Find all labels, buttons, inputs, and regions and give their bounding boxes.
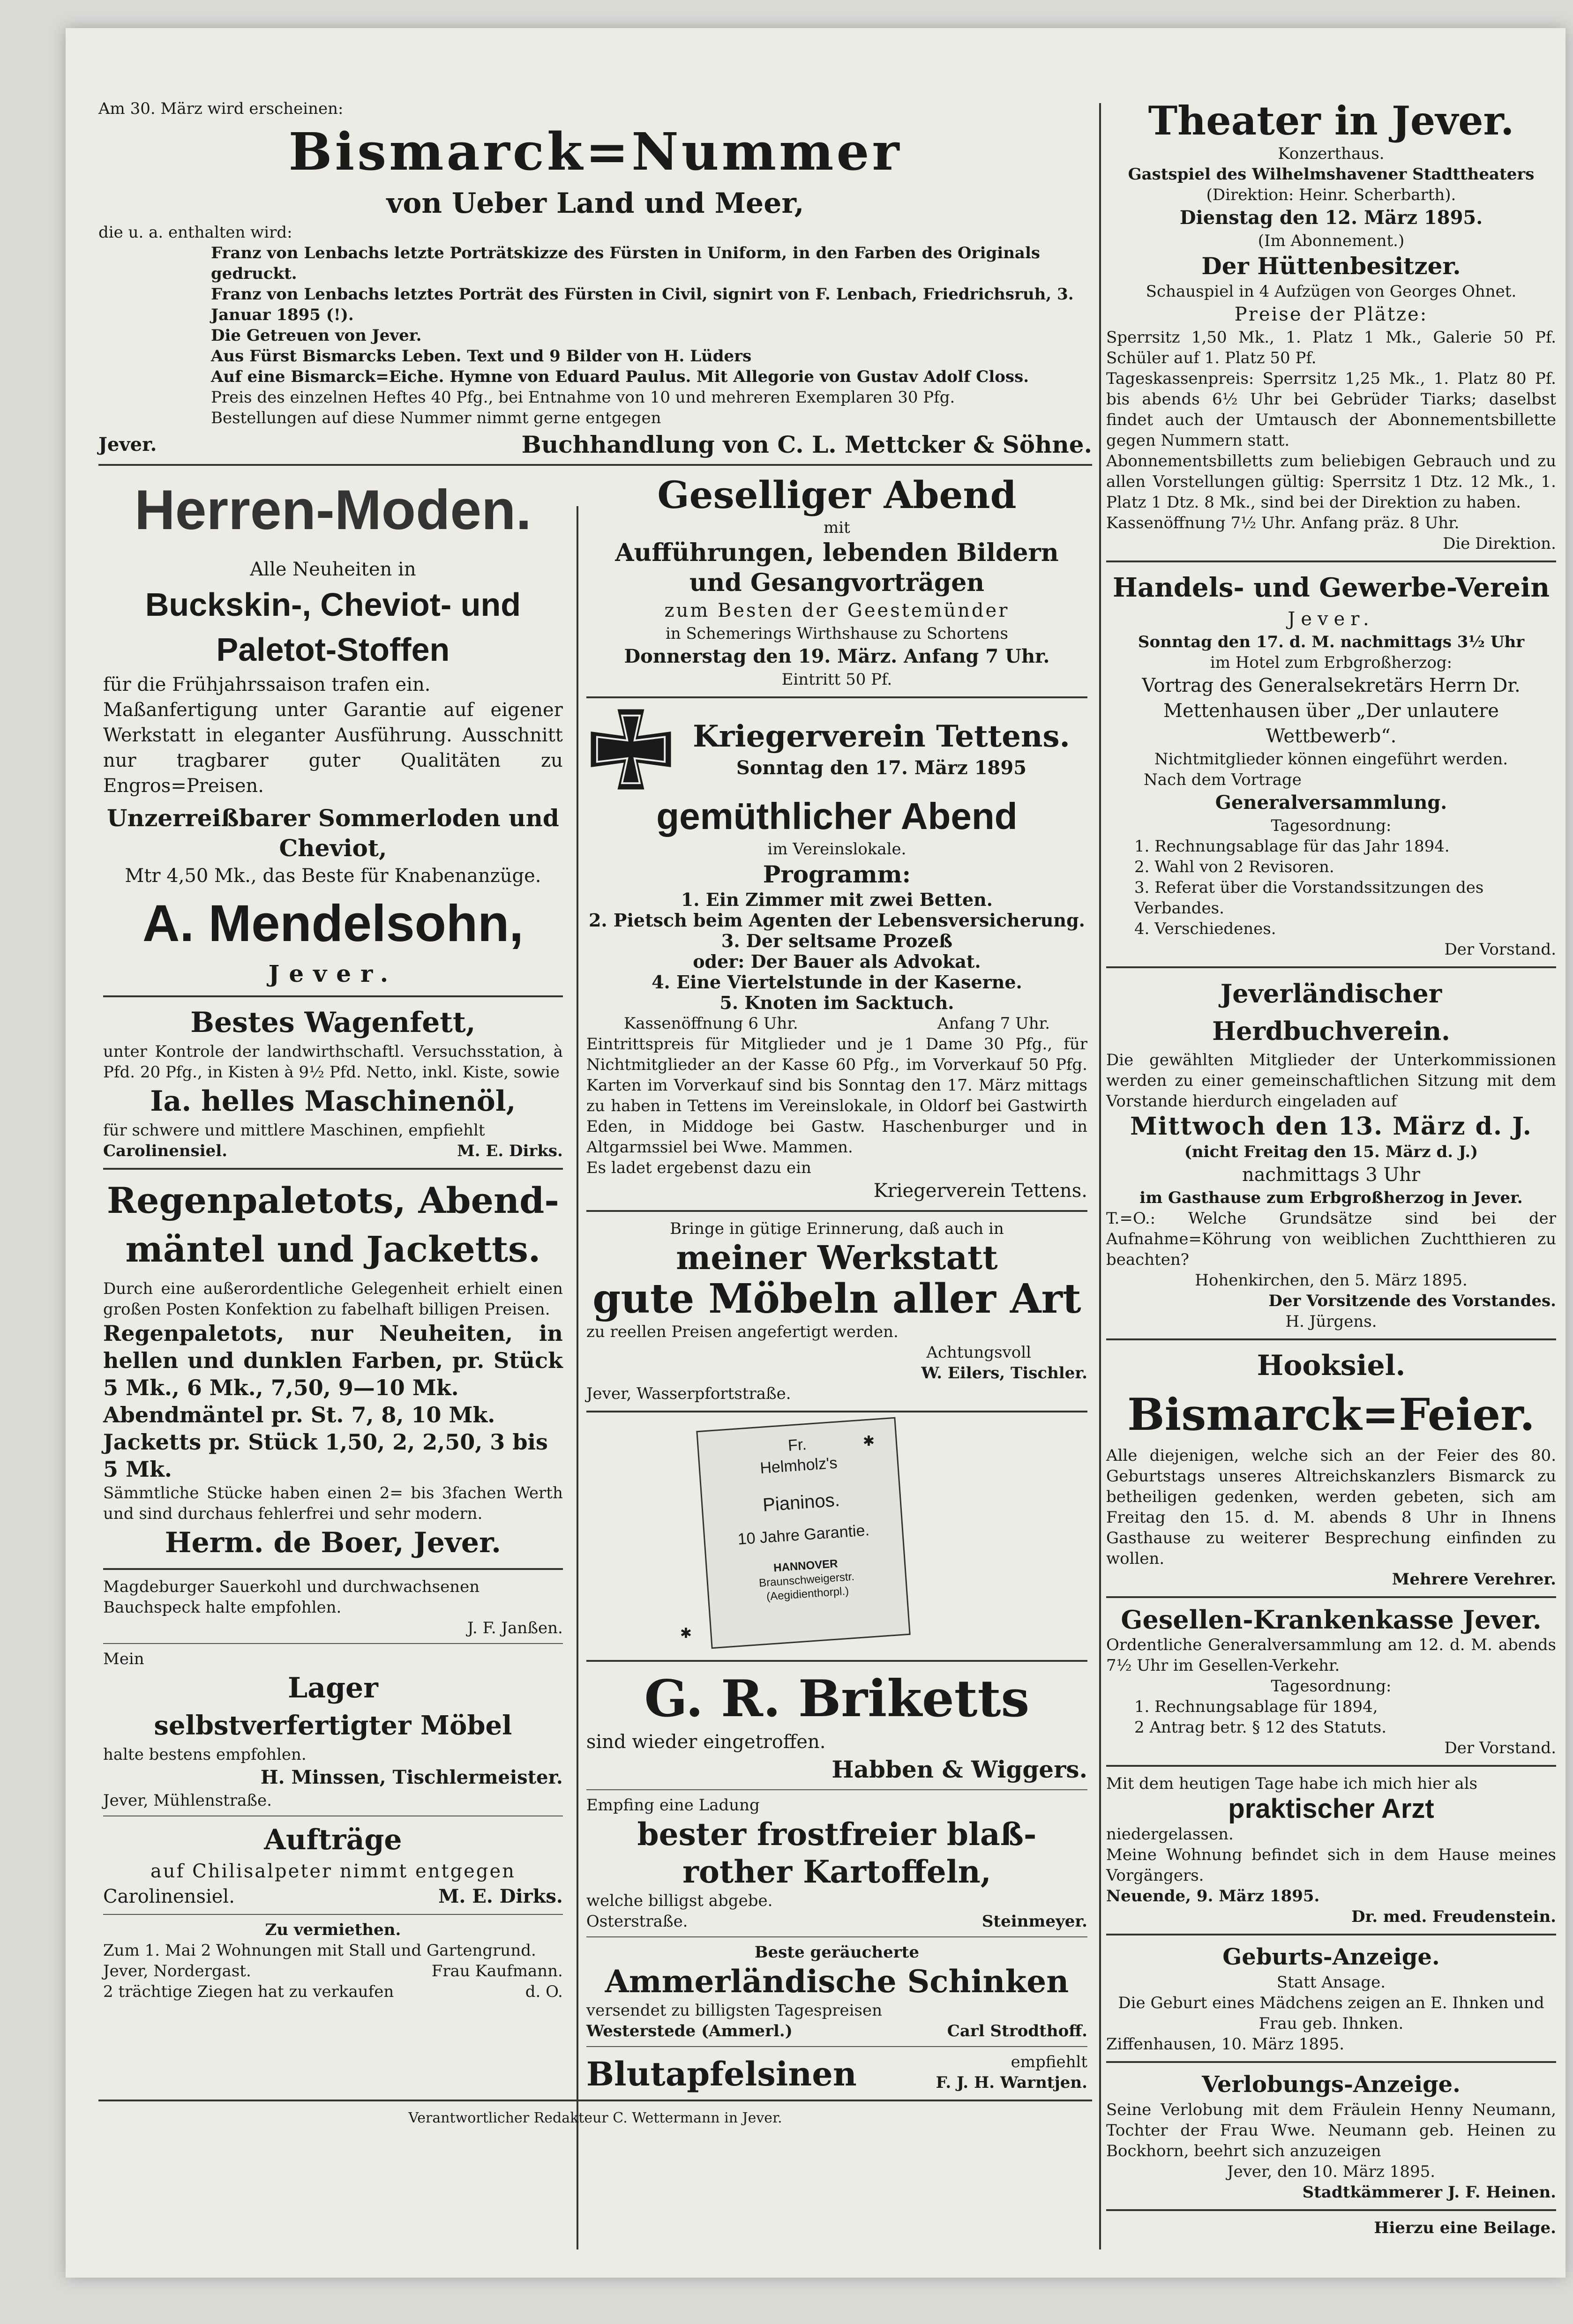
bismarck-ad <box>98 98 1092 457</box>
briketts-firm: Habben & Wiggers. <box>831 1756 1087 1783</box>
piano-fr: Fr. <box>787 1435 807 1455</box>
moebel-title: Lager <box>288 1672 378 1704</box>
wagenfett-title: Bestes Wagenfett, <box>190 1006 476 1039</box>
regen-l2: Abendmäntel pr. St. 7, 8, 10 Mk. <box>103 1402 495 1427</box>
bismarck-item: Franz von Lenbachs letztes Porträt des Fürsten in Civil, signirt von F. Lenbach, Friedrichsruh, 3. Januar 1895 (!). <box>211 285 1074 324</box>
handel-place: Jever. <box>1288 608 1375 630</box>
piano-gar: 10 Jahre Garantie. <box>737 1521 870 1548</box>
auftraege-text: auf Chilisalpeter nimmt entgegen <box>150 1861 516 1882</box>
theater-p2: Tageskassenpreis: Sperrsitz 1,25 Mk., 1. Platz 80 Pf. bis abends 6½ Uhr bei Gebrüder Tiarks; daselbst findet auch der Umtausch der Abonnementsbillette gegen Nummern statt. <box>1106 369 1556 450</box>
bismarck-contains: die u. a. enthalten wird: <box>98 223 292 242</box>
handel-item: 4. Verschiedenes. <box>1134 919 1276 938</box>
gesellig-mit: mit <box>824 518 850 537</box>
sauerkohl-text: Magdeburger Sauerkohl und durchwachsenen Bauchspeck halte empfohlen. <box>103 1577 480 1617</box>
schinken-firm: Carl Strodthoff. <box>947 2022 1087 2040</box>
divider <box>103 1914 563 1915</box>
divider <box>586 2046 1087 2047</box>
divider <box>586 1789 1087 1790</box>
gesellen-title: Gesellen-Krankenkasse Jever. <box>1121 1605 1542 1635</box>
handel-item: 1. Rechnungsablage für das Jahr 1894. <box>1134 837 1450 856</box>
bismarck-orders: Bestellungen auf diese Nummer nimmt gerne entgegen <box>211 409 661 427</box>
moebel-text: halte bestens empfohlen. <box>103 1745 307 1764</box>
werkstatt-greet: Achtungsvoll <box>926 1343 1031 1362</box>
schinken-title: Ammerländische Schinken <box>605 1963 1069 2000</box>
auftraege-title: Aufträge <box>264 1823 402 1856</box>
theater-preise: Preise der Plätze: <box>1234 304 1428 325</box>
werkstatt-title: meiner Werkstatt <box>676 1238 998 1277</box>
divider <box>1106 966 1556 968</box>
herren-l2: Buckskin-, Cheviot- und <box>145 586 521 623</box>
werkstatt-title2: gute Möbeln aller Art <box>592 1275 1081 1323</box>
gesellig-l5: Eintritt 50 Pf. <box>781 670 892 689</box>
sub-columns <box>98 472 1092 2093</box>
handel-gv: Generalversammlung. <box>1215 792 1447 814</box>
herren-place: Jever. <box>268 960 398 987</box>
handel-vortrag: Vortrag des Generalsekretärs Herrn Dr. Mettenhausen über „Der unlautere Wettbewerb“. <box>1142 675 1521 747</box>
divider <box>586 1660 1087 1662</box>
geburt-title: Geburts-Anzeige. <box>1222 1944 1440 1970</box>
wagenfett-text2: für schwere und mittlere Maschinen, empfiehlt <box>103 1121 485 1140</box>
verlobung-title: Verlobungs-Anzeige. <box>1202 2071 1461 2098</box>
geburt-place: Ziffenhausen, 10. März 1895. <box>1106 2035 1345 2054</box>
left-area <box>98 98 1092 2129</box>
geburt-text: Die Geburt eines Mädchens zeigen an E. Ihnken und Frau geb. Ihnken. <box>1118 1994 1544 2033</box>
herren-l4: für die Frühjahrssaison trafen ein. <box>103 674 431 695</box>
bismarck-subtitle: von Ueber Land und Meer, <box>386 187 804 220</box>
kartoffeln-text: welche billigst abgebe. <box>586 1891 773 1910</box>
column-2 <box>568 472 1092 2093</box>
divider <box>1106 560 1556 562</box>
verlobung-text: Seine Verlobung mit dem Fräulein Henny Neumann, Tochter der Frau Wwe. Neumann geb. Heinen zu Bockhorn, beehrt sich anzuzeigen <box>1106 2100 1556 2160</box>
herdbuch-to: T.=O.: Welche Grundsätze sind bei der Aufnahme=Köhrung von weiblichen Zuchtthieren zu beachten? <box>1106 1209 1556 1269</box>
verlobung-sign: Stadtkämmerer J. F. Heinen. <box>1302 2183 1556 2202</box>
theater-gast: Gastspiel des Wilhelmshavener Stadttheaters <box>1128 165 1535 184</box>
divider <box>1106 1596 1556 1598</box>
divider <box>586 1936 1087 1937</box>
gesellen-item: 1. Rechnungsablage für 1894, <box>1134 1697 1378 1716</box>
herdbuch-title: Jeverländischer Herdbuchverein. <box>1212 979 1450 1046</box>
gesellen-sign: Der Vorstand. <box>1444 1739 1556 1757</box>
krieger-sign: Kriegerverein Tettens. <box>873 1180 1087 1202</box>
gesellig-l4: Donnerstag den 19. März. Anfang 7 Uhr. <box>624 645 1050 667</box>
star-icon: ✱ <box>862 1433 875 1450</box>
briketts-text: sind wieder eingetroffen. <box>586 1731 826 1753</box>
auftraege-place: Carolinensiel. <box>103 1886 235 1907</box>
moebel-l0: Mein <box>103 1650 144 1668</box>
werkstatt-place: Jever, Wasserpfortstraße. <box>586 1384 791 1403</box>
hooksiel-sign: Mehrere Verehrer. <box>1392 1570 1556 1589</box>
piano-name: Helmholz's <box>759 1454 838 1478</box>
vermieten-firm: Frau Kaufmann. <box>431 1962 563 1980</box>
theater-house: Konzerthaus. <box>1278 144 1385 163</box>
arzt-place: Neuende, 9. März 1895. <box>1106 1887 1320 1906</box>
theater-p3: Abonnementsbilletts zum beliebigen Gebrauch und zu allen Vorstellungen gültig: Sperrsitz 1 Dtz. 12 Mk., 1. Platz 1 Dtz. 8 Mk., sind bei der Direktion zu haben. <box>1106 452 1556 512</box>
kartoffeln-l0: Empfing eine Ladung <box>586 1796 760 1815</box>
bismarck-shop: Buchhandlung von C. L. Mettcker & Söhne. <box>521 431 1092 458</box>
moebel-firm: H. Minssen, Tischlermeister. <box>260 1766 563 1788</box>
bismarck-item: Franz von Lenbachs letzte Porträtskizze des Fürsten in Uniform, in den Farben des Originals gedruckt. <box>211 244 1040 283</box>
krieger-text: Eintrittspreis für Mitglieder und je 1 Dame 30 Pfg., für Nichtmitglieder an der Kasse 60 Pfg., im Vorverkauf 50 Pfg. Karten im Vorverkauf sind bis Sonntag den 17. März mittags zu haben in Tettens im Vereinslokale, in Oldorf bei Gastwirth Eden, in Middoge bei Gastw. Haschenburger und in Altgarmssiel bei Wwe. Mammen. <box>586 1035 1087 1157</box>
krieger-item: 3. Der seltsame Prozeß <box>721 930 952 951</box>
column-rule-right <box>1099 103 1101 2249</box>
handel-to: Tagesordnung: <box>1271 816 1392 835</box>
vermieten-firm2: d. O. <box>525 1982 563 2001</box>
krieger-abend: gemüthlicher Abend <box>656 795 1018 837</box>
gesellig-l2: zum Besten der Geestemünder <box>664 600 1010 621</box>
gesellig-title: Geselliger Abend <box>657 473 1017 517</box>
herdbuch-not: (nicht Freitag den 15. März d. J.) <box>1184 1143 1478 1161</box>
handel-guests: Nichtmitglieder können eingeführt werden. <box>1154 750 1508 769</box>
apfel-title: Blutapfelsinen <box>586 2055 857 2093</box>
hooksiel-title2: Bismarck=Feier. <box>1127 1389 1535 1441</box>
krieger-kasse: Kassenöffnung 6 Uhr. <box>623 1014 798 1033</box>
piano-ad <box>586 1419 1087 1653</box>
column-3 <box>1106 98 1556 2238</box>
bismarck-item: Die Getreuen von Jever. <box>211 326 422 345</box>
krieger-prog: Programm: <box>763 860 911 888</box>
krieger-item: 5. Knoten im Sacktuch. <box>719 992 954 1013</box>
bismarck-item: Aus Fürst Bismarcks Leben. Text und 9 Bilder von H. Lüders <box>211 347 752 366</box>
handel-item: 2. Wahl von 2 Revisoren. <box>1134 858 1334 876</box>
theater-dir: (Direktion: Heinr. Scherbarth). <box>1206 186 1456 204</box>
divider <box>1106 1934 1556 1935</box>
herdbuch-name: H. Jürgens. <box>1285 1312 1377 1331</box>
arzt-l1: niedergelassen. <box>1106 1825 1234 1844</box>
kartoffeln-firm: Steinmeyer. <box>981 1912 1087 1931</box>
theater-p1: Sperrsitz 1,50 Mk., 1. Platz 1 Mk., Galerie 50 Pf. Schüler auf 1. Platz 50 Pf. <box>1106 328 1556 367</box>
sauerkohl-firm: J. F. Janßen. <box>467 1619 563 1637</box>
herren-firm: A. Mendelsohn, <box>142 895 524 952</box>
wagenfett-title2: Ia. helles Maschinenöl, <box>150 1085 516 1118</box>
divider <box>103 1643 563 1644</box>
piano-item: Pianinos. <box>762 1489 840 1516</box>
wagenfett-firm: M. E. Dirks. <box>457 1142 563 1160</box>
krieger-loc: im Vereinslokale. <box>767 840 906 859</box>
wagenfett-place: Carolinensiel. <box>103 1142 228 1160</box>
gesellen-to: Tagesordnung: <box>1271 1677 1392 1696</box>
werkstatt-firm: W. Eilers, Tischler. <box>921 1364 1087 1382</box>
handel-after: Nach dem Vortrage <box>1144 770 1302 789</box>
verlobung-place: Jever, den 10. März 1895. <box>1227 2162 1436 2181</box>
herdbuch-time: nachmittags 3 Uhr <box>1242 1164 1421 1186</box>
piano-street: Braunschweigerstr. (Aegidienthorpl.) <box>758 1570 855 1603</box>
regen-text: Durch eine außerordentliche Gelegenheit erhielt einen großen Posten Konfektion zu fabelhaft billigen Preisen. <box>103 1279 563 1319</box>
auftraege-firm: M. E. Dirks. <box>438 1885 563 1907</box>
divider <box>586 1210 1087 1212</box>
apfel-firm: F. J. H. Warntjen. <box>936 2073 1087 2092</box>
herren-l5: Maßanfertigung unter Garantie auf eigener Werkstatt in eleganter Ausführung. Ausschnitt nur tragbarer guter Qualitäten zu Engros=Preisen. <box>103 699 563 797</box>
handel-title: Handels- und Gewerbe-Verein <box>1112 572 1550 603</box>
divider <box>98 464 1092 466</box>
schinken-l0: Beste geräucherte <box>754 1943 919 1962</box>
arzt-title: praktischer Arzt <box>1228 1793 1434 1824</box>
wagenfett-text: unter Kontrole der landwirthschaftl. Versuchsstation, à Pfd. 20 Pfg., in Kisten à 9½ Pfd. Netto, inkl. Kiste, sowie <box>103 1042 563 1082</box>
krieger-date: Sonntag den 17. März 1895 <box>736 757 1027 779</box>
herdbuch-text: Die gewählten Mitglieder der Unterkommissionen werden zu einer gemeinschaftlichen Sitzung mit dem Vorstande hierdurch eingeladen auf <box>1106 1051 1556 1111</box>
regen-l4: Sämmtliche Stücke haben einen 2= bis 3fachen Werth und sind durchaus fehlerfrei und sehr modern. <box>103 1484 563 1523</box>
werkstatt-text: zu reellen Preisen angefertigt werden. <box>586 1323 899 1341</box>
regen-title: Regenpaletots, Abend-mäntel und Jacketts. <box>106 1180 559 1270</box>
divider <box>1106 1765 1556 1767</box>
theater-title: Theater in Jever. <box>1148 97 1514 144</box>
redakteur: Verantwortlicher Redakteur C. Wettermann in Jever. <box>408 2110 782 2126</box>
krieger-item: oder: Der Bauer als Advokat. <box>693 951 981 972</box>
herdbuch-place: Hohenkirchen, den 5. März 1895. <box>1195 1271 1468 1290</box>
herren-l7: Mtr 4,50 Mk., das Beste für Knabenanzüge. <box>125 865 541 887</box>
schinken-text: versendet zu billigsten Tagespreisen <box>586 2001 882 2020</box>
regen-l3: Jacketts pr. Stück 1,50, 2, 2,50, 3 bis 5 Mk. <box>103 1429 548 1482</box>
divider <box>586 1411 1087 1412</box>
herren-l6: Unzerreißbarer Sommerloden und Cheviot, <box>106 804 559 862</box>
arzt-sign: Dr. med. Freudenstein. <box>1351 1907 1556 1926</box>
bismarck-item: Auf eine Bismarck=Eiche. Hymne von Eduard Paulus. Mit Allegorie von Gustav Adolf Closs. <box>211 367 1029 386</box>
arzt-l2: Meine Wohnung befindet sich in dem Hause meines Vorgängers. <box>1106 1846 1556 1885</box>
gesellig-l3: in Schemerings Wirthshause zu Schortens <box>665 624 1008 643</box>
iron-cross-icon <box>586 705 675 794</box>
divider <box>586 696 1087 698</box>
star-icon: ✱ <box>680 1625 692 1642</box>
geburt-l0: Statt Ansage. <box>1276 1973 1386 1992</box>
herren-title: Herren-Moden. <box>135 478 532 541</box>
theater-abo: (Im Abonnement.) <box>1258 232 1405 250</box>
divider <box>1106 2061 1556 2063</box>
vermieten-text2: 2 trächtige Ziegen hat zu verkaufen <box>103 1982 394 2001</box>
divider <box>98 2100 1092 2101</box>
briketts-title: G. R. Briketts <box>644 1669 1030 1728</box>
hooksiel-text: Alle diejenigen, welche sich an der Feier des 80. Geburtstags unseres Altreichskanzlers Bismarck zu betheiligen gedenken, werden gebeten, sich am Freitag den 15. d. M. abends 8 Uhr in Ihnens Gasthause zu weiterer Besprechung einfinden zu wollen. <box>1106 1446 1556 1568</box>
bismarck-price: Preis des einzelnen Heftes 40 Pfg., bei Entnahme von 10 und mehreren Exemplaren 30 Pfg. <box>211 388 955 407</box>
herren-l1: Alle Neuheiten in <box>250 559 416 580</box>
moebel-place: Jever, Mühlenstraße. <box>103 1791 272 1810</box>
bismarck-intro: Am 30. März wird erscheinen: <box>98 99 344 118</box>
gesellen-item: 2 Antrag betr. § 12 des Statuts. <box>1134 1718 1387 1737</box>
schinken-place: Westerstede (Ammerl.) <box>586 2022 793 2040</box>
apfel-e: empfiehlt <box>1011 2053 1087 2071</box>
theater-sign: Die Direktion. <box>1443 534 1556 553</box>
krieger-anfang: Anfang 7 Uhr. <box>937 1014 1050 1033</box>
newspaper-page <box>66 28 1566 2278</box>
handel-sign: Der Vorstand. <box>1444 940 1556 959</box>
piano-city: HANNOVER <box>773 1557 839 1575</box>
regen-firm: Herm. de Boer, Jever. <box>165 1526 502 1559</box>
divider <box>103 995 563 997</box>
regen-l1: Regenpaletots, nur Neuheiten, in hellen und dunklen Farben, pr. Stück 5 Mk., 6 Mk., 7,50, 9—10 Mk. <box>103 1321 563 1400</box>
theater-date: Dienstag den 12. März 1895. <box>1179 207 1483 229</box>
bismarck-title: Bismarck=Nummer <box>288 121 902 182</box>
divider <box>103 1568 563 1570</box>
bismarck-place: Jever. <box>98 433 157 456</box>
vermieten-title: Zu vermiethen. <box>265 1920 401 1939</box>
kartoffeln-place: Osterstraße. <box>586 1912 688 1931</box>
divider <box>1106 2209 1556 2211</box>
kartoffeln-title: bester frostfreier blaß-rother Kartoffeln, <box>637 1816 1037 1890</box>
werkstatt-l0: Bringe in gütige Erinnerung, daß auch in <box>670 1219 1004 1238</box>
vermieten-place: Jever, Nordergast. <box>103 1962 251 1980</box>
divider <box>1106 1338 1556 1340</box>
herdbuch-sign: Der Vorsitzende des Vorstandes. <box>1268 1292 1556 1310</box>
theater-desc: Schauspiel in 4 Aufzügen von Georges Ohnet. <box>1146 282 1517 301</box>
gesellen-text: Ordentliche Generalversammlung am 12. d. M. abends 7½ Uhr im Gesellen-Verkehr. <box>1106 1636 1556 1675</box>
handel-item: 3. Referat über die Vorstandssitzungen des Verbandes. <box>1134 878 1484 918</box>
krieger-item: 2. Pietsch beim Agenten der Lebensversicherung. <box>588 910 1085 931</box>
beilage: Hierzu eine Beilage. <box>1374 2219 1556 2237</box>
krieger-item: 4. Eine Viertelstunde in der Kaserne. <box>652 971 1022 993</box>
herren-l3: Paletot-Stoffen <box>216 631 450 668</box>
piano-box <box>696 1417 910 1649</box>
moebel-title2: selbstverfertigter Möbel <box>154 1710 512 1741</box>
handel-date: Sonntag den 17. d. M. nachmittags 3½ Uhr <box>1138 633 1525 651</box>
theater-play: Der Hüttenbesitzer. <box>1201 252 1461 280</box>
herdbuch-date: Mittwoch den 13. März d. J. <box>1130 1112 1532 1141</box>
divider <box>103 1168 563 1170</box>
column-1 <box>98 472 568 2093</box>
gesellig-l1: Aufführungen, lebenden Bildern und Gesangvorträgen <box>615 538 1059 597</box>
krieger-item: 1. Ein Zimmer mit zwei Betten. <box>681 889 993 910</box>
theater-p4: Kassenöffnung 7½ Uhr. Anfang präz. 8 Uhr. <box>1106 514 1460 532</box>
handel-loc: im Hotel zum Erbgroßherzog: <box>1210 653 1453 672</box>
arzt-l0: Mit dem heutigen Tage habe ich mich hier als <box>1106 1774 1478 1793</box>
herdbuch-loc: im Gasthause zum Erbgroßherzog in Jever. <box>1139 1188 1523 1207</box>
hooksiel-title: Hooksiel. <box>1257 1349 1406 1382</box>
vermieten-text: Zum 1. Mai 2 Wohnungen mit Stall und Gartengrund. <box>103 1941 536 1960</box>
krieger-title: Kriegerverein Tettens. <box>693 719 1070 754</box>
krieger-invite: Es ladet ergebenst dazu ein <box>586 1158 811 1177</box>
